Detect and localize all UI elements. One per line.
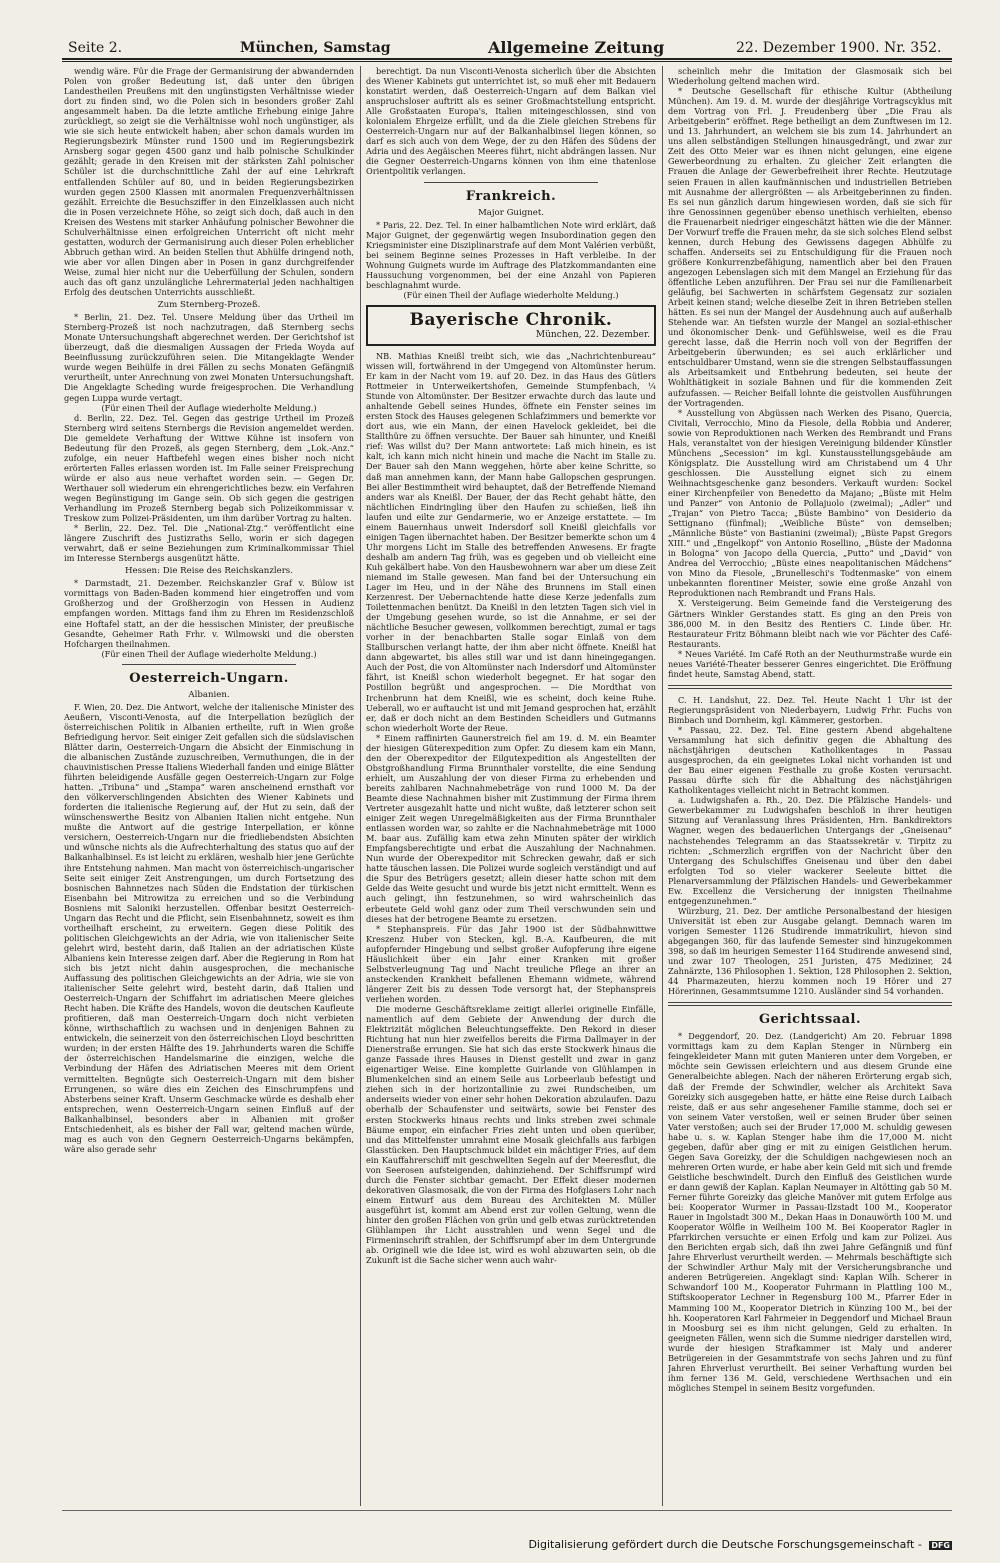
article-berlin-2: d. Berlin, 22. Dez. Tel. Gegen das gestrige Urtheil im Prozeß Sternberg wird seitens Sternbergs die Revision angemeldet werden. Die gemeldete Verhaftung der Wittwe Kühne ist insofern von Bedeutung für den Prozeß, als gegen Sternberg, dem „Lok.-Anz.“ zufolge, ein neuer Haftbefehl wegen eines bisher noch nicht erörterten Falles erlassen worden ist. Im Falle seiner Freisprechung würde er also aus neue verhaftet worden sein. — Gegen Dr. Werthauer soll wiederum ein ehrengerichtliches bezw. ein Verfahren wegen Begünstigung im Gange sein. Ob sich gegen die gestrigen Verhandlung im Prozeß Sternberg begab sich Polizeikommissar v. Treskow zum Polizei-Präsidenten, um ihm darüber Vortrag zu halten.	[64, 412, 354, 524]
section-heading-gerichtssaal: Gerichtssaal.	[759, 1012, 861, 1028]
article-wuerzburg: Würzburg, 21. Dez. Der amtliche Personalbestand der hiesigen Universität ist eben zur Ausgabe gelangt. Demnach waren im vorigen Semester 1126 Studirende immatrikulirt, hievon sind abgegangen 360, für das laufende Semester sind hinzugekommen 398, so daß im heurigen Semester 1164 Studirende anwesend sind, und zwar 107 Theologen, 251 Juristen, 475 Mediziner, 24 Zahnärzte, 136 Philosophen 1. Sektion, 128 Philosophen 2. Sektion, 44 Pharmazeuten, hierzu kommen noch 19 Hörer und 27 Hörerinnen, Gesammtsumme 1210. Ausländer sind 54 vorhanden.	[668, 905, 952, 997]
article-passau: * Passau, 22. Dez. Tel. Eine gestern Abend abgehaltene Versammlung hat sich definitiv gegen die Abhaltung des nächstjährigen deutschen Katholikentages in Passau ausgesprochen, da ein geeignetes Lokal nicht vorhanden ist und der Bau einer eigenen Festhalle zu große Kosten verursacht. Passau dürfte sich für die Abhaltung des nächstjährigen Katholikentages vielleicht nicht in Betracht kommen.	[668, 725, 952, 796]
section-heading-frankreich: Frankreich.	[465, 188, 557, 204]
article-variete: * Neues Variété. Im Café Roth an der Neuthurmstraße wurde ein neues Variété-Theater besserer Genres eingerichtet. Die Eröffnung findet heute, Samstag Abend, statt.	[668, 648, 952, 679]
article-ethische-kultur: * Deutsche Gesellschaft für ethische Kultur (Abtheilung München). Am 19. d. M. wurde der diesjährige Vortragscyklus mit dem Vortrag von Frl. J. Freudenberg über „Die Frau als Arbeitgeberin“ eröffnet. Rege betheiligt an dem Zunftwesen im 12. und 13. Jahrhundert, an welchem sie bis zum 14. Jahrhundert an uns allen selbständigen Stellungen hinausgedrängt, und zwar zur Zeit des Otto Meier war es ihnen nicht gelungen, eine eigene Gewerbeordnung zu erhalten. Zu gleicher Zeit erlangten die Frauen die Anlage der Gewerbefreiheit ihrer Rechte. Heutzutage seien Frauen in allen kaufmännischen und industriellen Betrieben mit Ausnahme der allergrößten — als Arbeitgeberinnen zu finden. Es sei nun gänzlich darum hingewiesen worden, daß sie sich für ihre Genossinnen gegenüber ebenso unethisch verhielten, ebenso die Frauenarbeit niedriger eingeschätzt hätten wie die der Männer. Der Vorwurf treffe die Frauen mehr, da sie sich solches Elend selbst kennen, durch Hebung des Gewissens dagegen Abhülfe zu schaffen. Anderseits sei zu Entschuldigung für die Frauen noch größere Konkurrenzbefähigung, namentlich aber bei den Frauen angezogen Lebenslagen sich mit dem Mangel an Erziehung für das öffentliche Leben anzuführen. Der Frau sei nur die Familienarbeit geläufig, bei Sachwerten in schärfstem Gegensatz zur sozialen Arbeit keinen stand; welche dieselbe Zeit in ihren Betrieben stellen hätten. Es sei nun der Mangel der Ausdehnung auch auf außerhalb Stehende war. An tiefsten wurzle der Mangel an sozial-ethischer und ökonomischer Denk- und Gefühlsweise, weil es die Frau gerecht lasse, daß die Herrin noch voll von der Begriffen der Arbeitgeberin überwunden; es sei auch erklärlicher und entschuldbarer Umstand, wenn sie die strengen Selbstauffassungen als Arbeitsamkeit und Entbehrung bedeuten, sei heute der Wohlthätigkeit in soziale Bahnen und für die kommenden Zeit aufzufassen. — Reicher Beifall lohnte die geistvollen Ausführungen der Vortragenden.	[668, 86, 952, 408]
article-germanisation: wendig wäre. Für die Frage der Germanisirung der abwandernden Polen von großer Bedeutung ist, daß unter den übrigen Landestheilen Preußens mit den ungünstigsten Verhältnisse wieder dort zu finden sind, wo die Polen sich in besonders großer Zahl angesammelt haben. Da die letzte amtliche Erhebung einige Jahre zurückliegt, so zeigt sie die Verhältnisse wohl noch ungünstiger, als wie sie sich heute entwickelt haben; aber schon damals wurden im Regierungsbezirk Münster rund 1500 und im Regierungsbezirk Arnsberg sogar gegen 4500 ganz und halb polnische Schulkinder gezählt; gerade in den Kreisen mit der stärksten Zahl polnischer Schüler ist die durchschnittliche Zahl der auf eine Lehrkraft entfallenden Schüler auf 80, und in beiden Regierungsbezirken wurden gegen 2500 Klassen mit anormalen Frequenzverhältnissen gezählt. Erreichte die Besuchsziffer in den Einzelklassen auch nicht die in Posen verzeichnete Höhe, so zeigt sich doch, daß auch in den Kreisen des Westens mit starker Anhäufung polnischer Bewohner die Schulverhältnisse einen erfolgreichen Unterricht oft nicht mehr gestatten, wodurch der Germanisirung auch dieser Polen erheblicher Abbruch gethan wird. An beiden Stellen thut Abhülfe dringend noth, wie aber vor allen Dingen aber in Posen in ganz durchgreifender Weise, zumal hier nicht nur die Ueberfüllung der Schulen, sondern auch das oft ganz unzulängliche Lehrermaterial jeden nachhaltigen Erfolg des deutschen Unterrichts ausschließt.	[64, 66, 354, 298]
footer-credit: Digitalisierung gefördert durch die Deutsche Forschungsgemeinschaft -	[528, 1538, 922, 1551]
bayerische-chronik-dateline: München, 22. Dezember.	[535, 329, 650, 340]
dfg-logo: DFG	[931, 1540, 950, 1550]
column-2	[366, 66, 656, 1506]
subheading-albanien: Albanien.	[188, 689, 230, 700]
section-heading-oesterreich: Oesterreich-Ungarn.	[129, 670, 289, 686]
article-ludwigshafen: a. Ludwigshafen a. Rh., 20. Dez. Die Pfälzische Handels- und Gewerbekammer zu Ludwigshafen beschloß in ihrer heutigen Sitzung auf Veranlassung ihres Präsidenten, Hrn. Bankdirektors Wagner, wegen des bedauerlichen Untergangs der „Gneisenau“ nachstehendes Telegramm an das Staatssekretär v. Tirpitz zu richten: „Schmerzlich ergriffen von der Nachricht über den Untergang des Schulschiffes Gneisenau und über den dabei erfolgten Tod so vieler wackerer Seeleute bittet die Plenarversammlung der Pfälzischen Handels- und Gewerbekammer Ew. Excellenz die Versicherung der innigsten Theilnahme entgegenzunehmen.“	[668, 795, 952, 906]
article-paris: * Paris, 22. Dez. Tel. In einer halbamtlichen Note wird erklärt, daß Major Guignet, der gegenwärtig wegen Insubordination gegen den Kriegsminister eine Disziplinarstrafe auf dem Mont Valérien verbüßt, bei seinem Beginne seines Prozesses in Haft verbleibe. In der Wohnung Guignets wurde im Auftrage des Platzkommandanten eine Haussuchung vorgenommen, bei der eine Anzahl von Papieren beschlagnahmt wurde.	[366, 219, 656, 290]
article-versteigerung: X. Versteigerung. Beim Gemeinde fand die Versteigerung des Gärtners Winkler Gerstandes statt. Es ging an den Preis von 386,000 M. in den Besitz des Rentiers C. Linde über. Hr. Restaurateur Fritz Böhmann bleibt nach wie vor Pächter des Café-Restaurants.	[668, 598, 952, 649]
double-separator	[668, 685, 952, 689]
header-rule	[62, 58, 952, 60]
article-wien: F. Wien, 20. Dez. Die Antwort, welche der italienische Minister des Aeußern, Visconti-Venosta, auf die Interpellation bezüglich der österreichischen Politik in Albanien ertheilte, ruft in Wien große Befriedigung hervor. Seit einiger Zeit gefallen sich die südslavischen Blätter darin, Oesterreich-Ungarn die Absicht der Einmischung in die albanischen Zustände zuzuschreiben, Vermuthungen, die in der chauvinistischen Presse Italiens Wiederhall fanden und einige Blätter führten beleidigende Ausfälle gegen Oesterreich-Ungarn zur Folge hatten. „Tribuna“ und „Stampa“ waren anscheinend ernsthaft vor den völkerverschlingenden Absichten des Wiener Kabinets und forderten die italienische Regierung auf, der Hut zu sein, daß der wünschenswerthe Besitz von Albanien Italien nicht entgehe. Nun mußte die Antwort auf die gestrige Interpellation, er könne versichern, Oesterreich-Ungarn nur die friedliebendsten Absichten und wünsche nichts als die Aufrechterhaltung des status quo auf der Balkanhalbinsel. Es ist leicht zu erklären, weshalb hier jene Gerüchte ihre Entstehung nahmen. Man macht von österreichisch-ungarischer Seite seit einiger Zeit Anstrengungen, um durch Fortsetzung des bosnischen Bahnnetzes nach Süden die Endstation der türkischen Eisenbahn bei Mitrowitza zu erreichen und so die Verbindung Bosniens mit Saloniki herzustellen. Offenbar besitzt Oesterreich-Ungarn das Recht und die Pflicht, sein Eisenbahnnetz, soweit es ihm vortheilhaft erscheint, zu erweitern. Gegen diese Politik des politischen Gleichgewichts an der Adria, wie von italienischer Seite gelehrt wird, besteht darin, daß Italien an der adriatischen Küste Albaniens kein Interesse zeigen darf. Aber die Regierung in Rom hat sich bis jetzt nicht dahin ausgesprochen, die mechanische Auffassung des politischen Gleichgewichts an der Adria, wie sie von italienischer Seite gelehrt wird, besteht darin, daß Italien und Oesterreich-Ungarn der Schiffahrt im adriatischen Meere gleiches Recht haben. Die Kräfte des Handels, wovon die deutschen Kaufleute profitieren, daß man Oesterreich-Ungarn doch nicht verbieten könne, wirthschaftlich zu wachsen und in denjenigen Bahnen zu entwickeln, die seinerzeit von den österreichischen Lloyd beschritten wurden; in der ersten Hälfte des 19. Jahrhunderts waren die Schiffe der österreichischen Handelsmarine die einzigen, welche die Verbindung der Häfen des Adriatischen Meeres mit dem Orient vermittelten. Begnügte sich Oesterreich-Ungarn mit dem bisher Errungenen, so wäre dies ein Zeichen des Einschrumpfens und Absterbens seiner Kraft. Unserm Geschmacke würde es deshalb eher entsprechen, wenn Oesterreich-Ungarn seinen Einfluß auf der Balkanhalbinsel, besonders aber in Albanien mit großer Entschiedenheit, als es bisher der Fall war, geltend machen würde, mag es auch von den Gegnern Oesterreich-Ungarns bekämpfen, wäre also gerade sehr	[64, 701, 354, 1154]
subheading-guignet: Major Guignet.	[477, 207, 545, 218]
column-rule	[662, 66, 663, 1506]
column-rule	[360, 66, 361, 1506]
digitization-footer	[528, 1538, 952, 1551]
article-reklame: Die moderne Geschäftsreklame zeitigt allerlei originelle Einfälle, namentlich auf dem Gebiete der Anwendung der durch die Elektrizität möglichen Beleuchtungseffekte. Den Rekord in dieser Richtung hat nun hier zweifellos bereits die Firma Dallmayer in der Dienerstraße errungen. Sie hat sich das erste Stockwerk hinaus die ganze Fassade ihres Hauses in Dienst gestellt und zwar in ganz eigenartiger Weise. Eine komplette Guirlande von Glühlampen in Blumenkelchen sind an einem Seile aus Lorbeerlaub befestigt und ziehen sich in der horizontallinie zu zwei Rundscheiben, um anderseits wieder von einer sehr hohen Dekoration abzulaufen. Dazu oberhalb der Schaufenster und seitwärts, sowie bei Fenster des ersten Stockwerks hinaus rechts und links streben zwei schmale Bäume empor, ein einfacher Fries zieht unten und oben querüber, und das Mittelfenster umrahmt eine Mosaik gleichfalls aus farbigen Glasstücken. Den Hauptschmuck bildet ein mächtiger Fries, auf dem ein Kauffahrerschiff mit geschwellten Segeln auf der Meeresflut, die von Seerosen aufsteigenden, dahinziehend. Der Schiffsrumpf wird durch die Fenster sichtbar gemacht. Der Effekt dieser modernen dekorativen Glasmosaik, die von der Firma des Hofglasers Lohr nach einem Entwurf aus dem Bureau des Architekten M. Müller ausgeführt ist, kommt am Abend erst zur vollen Geltung, wenn die hinter den großen Flächen von grün und gelb etwas zurücktretenden Glühlampen ihr Licht ausstrahlen und wenn Segel und die Firmeninschrift strahlen, der Schiffsrumpf aber im dem Untergrunde ab. Originell wie die Idee ist, wird es wohl abzuwarten sein, ob die Zukunft ist die Sache sicher wenn auch wahr-	[366, 1003, 656, 1266]
article-stephanspreis: * Stephanspreis. Für das Jahr 1900 ist der Südbahnwittwe Kreszenz Huber von Stecken, kgl. B.-A. Kaufbeuren, die mit aufopfernder Hingebung und selbst großer Aufopferung ihre eigene Häuslichkeit über ein Jahr einer Kranken mit großer Selbstverleugnung Tag und Nacht treuliche Pflege an ihrer an ansteckenden Krankheit befallenen Ehemann widmete, während längerer Zeit bis zu dessen Tode versorgt hat, der Stephanspreis verliehen worden.	[366, 923, 656, 1004]
article-berlin-1: * Berlin, 21. Dez. Tel. Unsere Meldung über das Urtheil im Sternberg-Prozeß ist noch nachzutragen, daß Sternberg sechs Monate Untersuchungshaft abgerechnet werden. Der Gerichtshof ist überzeugt, daß die diesmaligen Aussagen der Frieda Woyda auf Beeinflussung zurückzuführen seien. Die Mitangeklagte Wender wurde wegen Beihülfe in drei Fällen zu sechs Monaten Gefängniß verurtheilt, unter Anrechnung von zwei Monaten Untersuchungshaft. Die Angeklagte Scheding wurde freigesprochen. Die Verhandlung gegen Luppa wurde vertagt.	[64, 312, 354, 403]
page-header	[64, 38, 952, 60]
bayerische-chronik-banner	[366, 305, 656, 346]
header-rule-thin	[62, 61, 952, 62]
double-separator	[668, 1002, 952, 1006]
separator	[424, 182, 598, 183]
masthead-title: Allgemeine Zeitung	[488, 38, 665, 57]
column-1	[64, 66, 354, 1506]
article-reklame-cont: scheinlich mehr die Imitation der Glasmosaik sich bei Wiederholung geltend machen wird.	[668, 66, 952, 87]
page-number-label: Seite 2.	[68, 40, 123, 56]
section-heading-sternberg: Zum Sternberg-Prozeß.	[157, 300, 261, 311]
repeat-note: (Für einen Theil der Auflage wiederholte Meldung.)	[403, 289, 619, 300]
repeat-note: (Für einen Theil der Auflage wiederholte Meldung.)	[101, 648, 317, 659]
column-3	[668, 66, 952, 1506]
footer-rule	[62, 1510, 952, 1511]
separator	[122, 664, 296, 665]
article-gaunerstreich: * Einem raffinirten Gaunerstreich fiel am 19. d. M. ein Beamter der hiesigen Güterexpedition zum Opfer. Zu diesem kam ein Mann, den der Oberexpeditor der Eilgutexpedition als Angestellten der Obstgroßhandlung Firma Brunnthaler vorstellte, die eine Sendung erhielt, um Auszahlung der von dieser Firma zu erhebenden und bereits zahlbaren Nachnahmebeträge von rund 1000 M. Da der Beamte diese Nachnahmen bisher mit Zustimmung der Firma ihrem Vertreter ausgezahlt hatte und nicht wußte, daß letzterer schon seit einiger Zeit wegen Unregelmäßigkeiten aus der Firma Brunnthaler entlassen worden war, so zahlte er die Nachnahmebeträge mit 1000 M. baar aus. Zufällig kam etwa zehn Minuten später der wirklich Empfangsberechtigte und erbat die Auszahlung der Nachnahmen. Nun wurde der Oberexpeditor mit Schrecken gewahr, daß er sich hatte täuschen lassen. Die Polizei wurde sogleich verständigt und auf die Spur des Betrügers gesetzt; allein dieser hatte schon mit dem Gelde das Weite gesucht und wurde bis jetzt nicht ermittelt. Wenn es auch gelingt, ihn festzunehmen, so wird wahrscheinlich das erbeutete Geld wohl ganz oder zum Theil verschwunden sein und dieses hat der betrogene Beamte zu ersetzen.	[366, 732, 656, 924]
article-deggendorf: * Deggendorf, 20. Dez. (Landgericht) Am 20. Februar 1898 vormittags kam zu dem Kaplan Stenger in Nürnberg ein feingekleideter Mann mit guten Manieren unter dem Vorgeben, er möchte sein Gewissen erleichtern und aus diesem Grunde eine Generalbeichte ablegen. Nach der näheren Erörterung ergab sich, daß der Fremde der Schwindler, welcher als Architekt Sava Goreizky sich ausgegeben hatte, er hätte eine Reise durch Laibach reiste, daß er aus sehr angesehener Familie stamme, doch sei er von seinem Vater verstoßen, weil er seinen Bruder über seinen Vater verstoßen; auch sei der Bruder 17,000 M. schuldig gewesen habe u. s. w. Kaplan Stenger habe ihm die 17,000 M. nicht gegeben, dafür aber ging er mit zu einigen Geistlichen herum. Gegen Sava Goreizky, der die Schuldigen nachgewiesen noch an mehreren Orten wurde, er habe aber kein Geld mit sich und fremde Geistliche beschwindelt. Durch den Einfluß des Geistlichen wurde er dann gewiß der Kaplan. Kaplan Neumayer in Altötting gab 50 M. Ferner führte Goreizky das gleiche Manöver mit gutem Erfolge aus bei: Kooperator Wurmer in Passau-Ilzstadt 100 M., Kooperator Rauer in Ingolstadt 300 M., Dekan Haas in Donauwörth 100 M. und Kooperator Wölfle in Weilheim 100 M. Bei Kooperator Ragler in Pfarrkirchen versuchte er einen Erfolg und kam zur Polizei. Aus den Berichten ergab sich, daß ihn zwei Jahre Gefängniß und fünf Jahre Ehrverlust verurtheilt werden. — Mehrmals beschäftigte sich der Schwindler Arthur Maly mit der Versicherungsbranche und anderen Betrügereien. Angeklagt sind: Kaplan Wilh. Scherer in Schwandorf 100 M., Kooperator Fuhrmann in Plattling 100 M., Stiftskooperator Lechner in Regensburg 100 M., Pfarrer Eder in Mamming 100 M., Kooperator Dietrich in Künzing 100 M., bei der hh. Kooperatoren Karl Fahrmeier in Deggendorf und Michael Braun in Moosburg sei es ihm nicht gelungen, Geld zu erhalten. In geeigneten Fällen, wenn sich die Summe niedriger darstellen wird, wurde der hiesigen Strafkammer ist Maly und anderer Betrügereien in der Gesammtstrafe von sechs Jahren und zu fünf Jahren Ehrverlust verurtheilt. Bei seiner Verhaftung wurden bei ihm ferner 136 M. Geld, verschiedene Werthsachen und ein mögliches Stempel in seinem Besitz vorgefunden.	[668, 1031, 952, 1393]
article-darmstadt: * Darmstadt, 21. Dezember. Reichskanzler Graf v. Bülow ist vormittags von Baden-Baden kommend hier eingetroffen und vom Großherzog und der Großherzogin von Hessen in Audienz empfangen worden. Mittags fand ihm zu Ehren im Residenzschloß eine Hoftafel statt, an der die hessischen Minister, der preußische Gesandte, Geheimer Rath Frhr. v. Wilmowski und die obersten Hofchargen theilnahmen.	[64, 578, 354, 649]
date-label: 22. Dezember 1900.	[736, 40, 880, 56]
article-berlin-3: * Berlin, 22. Dez. Tel. Die „National-Ztg.“ veröffentlicht eine längere Zuschrift des Justizraths Sello, worin er sich dagegen verwahrt, daß er seine Beziehungen zum Kriminalkommissar Thiel im Interesse Sternbergs ausgenützt hätte.	[64, 523, 354, 564]
repeat-note: (Für einen Theil der Auflage wiederholte Meldung.)	[101, 402, 317, 413]
city-day-label: München, Samstag	[240, 40, 391, 56]
article-wien-cont: berechtigt. Da nun Visconti-Venosta sicherlich über die Absichten des Wiener Kabinets gut unterrichtet ist, so muß eher mit Bedauern konstatirt werden, daß Oesterreich-Ungarn auf dem Balkan viel anspruchsloser auftritt als es seiner Großmachtstellung entspricht. Alle Großstaaten Europa's, Italien miteingeschlossen, sind von kolonialem Ehrgeize erfüllt, und da die Ziele gleichen Strebens für Oesterreich-Ungarn nur auf der Balkanhalbinsel liegen können, so darf es sich auch von dem Wege, der zu den Häfen des Südens der Adria und des Aegäischen Meeres führt, nicht abdrängen lassen. Nur die Gegner Oesterreich-Ungarns können von ihm eine thatenlose Orientpolitik verlangen.	[366, 66, 656, 177]
article-kneissl: NB. Mathias Kneißl treibt sich, wie das „Nachrichtenbureau“ wissen will, fortwährend in der Umgegend von Altomünster herum. Er kam in der Nacht vom 19. auf 20. Dez. in das Haus des Gütlers Rottmeier in Unterweikertshofen, Gemeinde Stumpfenbach, ¼ Stunde von Altomünster. Der Besitzer erwachte durch das laute und anhaltende Gebell seines Hundes, öffnete ein Fenster seines im ersten Stock des Hauses gelegenen Schlafzimmers und bemerkte vor dort aus, wie ein Mann, der einen Havelock gekleidet, bei die Stallthüre zu öffnen versuchte. Der Bauer sah hinunter, und Kneißl rief: Was willst du? Der Mann antwortete: Laß mich hinein, es ist kalt, ich kann mich nicht hinein und mache die Nacht im Stalle zu. Der Bauer sah den Mann weggehen, hörte aber keine Schritte, so daß man annehmen kann, der Mann habe Gallopschen gesprungen. Bei aller Bestimmtheit wird behauptet, daß der Betreffende Niemand anders war als Kneißl. Der Bauer, der das Recht gehabt hätte, den nächtlichen Eindringling über den Haufen zu schießen, ließ ihn laufen und eilte zur Gendarmerie, wo er Anzeige erstattete. — Im einem Bauernhaus unweit Indersdorf soll Kneißl gleichfalls vor einigen Tagen übernachtet haben. Der Besitzer bemerkte schon um 4 Uhr morgens Licht im Stalle des betreffenden Anwesens. Er fragte deshalb am andern Tag früh, was es gegeben und ob vielleicht eine Kuh gekälbert habe. Von den Hausbewohnern war aber um diese Zeit niemand im Stalle gewesen. Man fand bei der Untersuchung ein Lager im Heu, und in der Nähe des Brunnens im Stall einen Kerzenrest. Der Uebernachtende hatte diese Kerze jedenfalls zum Toilettenmachen benützt. Da Kneißl in den letzten Tagen sich viel in der Umgebung gesehen wurde, so ist die Annahme, er sei der nächtliche Besucher gewesen, vollkommen berechtigt, zumal er tags vorher in der benachbarten Stalle sogar Einlaß von dem Stallburschen verlangt hatte, der ihm aber nicht öffnete. Kneißl hat dann abgewartet, bis alles still war und ist dann hineingegangen. Auch der Post, die von Altomünster nach Indersdorf und Altomünster fährt, ist Kneißl schon wiederholt begegnet. Er hat sogar den Postillon begrüßt und angesprochen. — Die Mordthat von Irchenbrunn hat dem Kneißl, wie es scheint, doch keine Ruhe. Ueberall, wo er auftaucht ist und mit Jemand gesprochen hat, erzählt er, daß er doch nicht an dem Bestinden Scheidlers und Gutmanns schon wiederholt Worte der Reue.	[366, 350, 656, 733]
bayerische-chronik-title: Bayerische Chronik.	[409, 309, 613, 330]
issue-number-label: Nr. 352.	[884, 40, 942, 56]
section-heading-hessen: Hessen: Die Reise des Reichskanzlers.	[125, 566, 293, 577]
article-ausstellung: * Ausstellung von Abgüssen nach Werken des Pisano, Quercia, Civitali, Verrocchio, Mino da Fiesole, della Robbia und Anderer, sowie von Reproduktionen nach Werken des Rembrandt und Frans Hals, veranstaltet von der hiesigen Vereinigung bildender Künstler Münchens „Secession“ im kgl. Kunstausstellungsgebäude am Königsplatz. Die Ausstellung wird am Christabend um 4 Uhr geschlossen. Die Ausstellung eignet sich zu einem Weihnachtsgeschenke ganz besonders. Verkauft wurden: Sockel einer Kirchenpfeiler von Benedetto da Majano; „Büste mit Helm und Panzer“ von Antonio de Pollajuolo (zweimal); „Adler“ und „Trajan“ von Pietro Tacca; „Büste Bambino“ von Desiderio da Settignano (fünfmal); „Weibliche Büste“ von demselben; „Männliche Büste“ von Bastianini (zweimal); „Büste Papst Gregors XIII.“ und „Engelkopf“ von Antonio Rosellino, „Büste der Madonna in Bologna“ von Jacopo della Quercia, „Putto“ und „David“ von Andrea del Verrocchio; „Büste eines neapolitanischen Mädchens“ von Mino da Fiesole, „Brunelleschi's Todtenmaske“ von einem unbekannten florentiner Meister, sowie eine große Anzahl von Reproduktionen nach Rembrandt und Frans Hals.	[668, 407, 952, 599]
article-landshut: C. H. Landshut, 22. Dez. Tel. Heute Nacht 1 Uhr ist der Regierungspräsident von Niederbayern, Ludwig Frhr. Fuchs von Bimbach und Dornheim, kgl. Kämmerer, gestorben.	[668, 694, 952, 725]
